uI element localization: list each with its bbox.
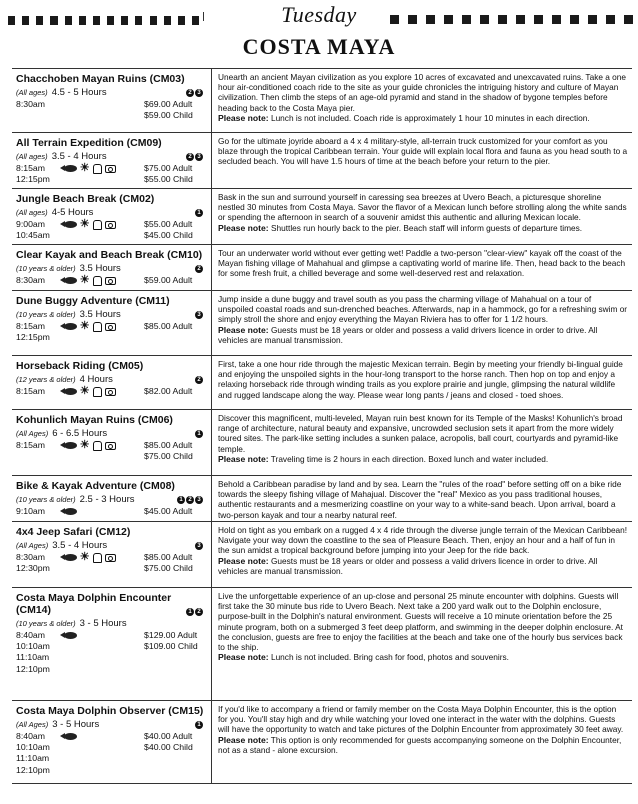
tour-icons	[64, 386, 140, 397]
activity-level	[195, 311, 203, 319]
price: $75.00 Child	[144, 451, 193, 462]
tour-list	[12, 68, 632, 784]
departure-time: 10:45am	[16, 230, 50, 241]
tour-title: Bike & Kayak Adventure (CM08)	[16, 480, 175, 492]
tour-description-block	[212, 588, 632, 700]
fish-icon	[64, 733, 77, 740]
departure-time: 12:15pm	[16, 332, 50, 343]
tour-age: (All ages)	[16, 152, 48, 161]
tour-times	[16, 219, 64, 241]
tour-note	[218, 735, 628, 755]
activity-level-badge: 2	[195, 265, 203, 273]
tour-duration: 3.5 - 4 Hours	[52, 540, 108, 551]
tour-description: Discover this magnificent, multi-leveled, Mayan ruin best known for its Temple of the Masks! Kohunlich's broad range of architecture, natural beauty and expansive, uncrowded seclusion sets it apart from the more widely toured sites. The park-like setting includes a sunken palace, acropolis, ball court, courtyards and pyramid-like temple.	[218, 413, 623, 454]
day-title: Tuesday	[281, 2, 357, 27]
tour-meta	[16, 87, 207, 98]
tour-note	[218, 325, 628, 345]
tour-prices	[140, 321, 207, 343]
tour-row	[12, 188, 632, 244]
price: $75.00 Child	[144, 563, 193, 574]
activity-level-badge: 2	[195, 376, 203, 384]
tour-description-block	[212, 69, 632, 132]
price: $55.00 Adult	[144, 219, 193, 229]
fish-icon	[64, 221, 77, 228]
tour-times	[16, 163, 64, 185]
tour-prices	[140, 219, 207, 241]
tour-prices	[140, 163, 207, 185]
activity-level-badge: 2	[186, 89, 194, 97]
departure-time: 12:10pm	[16, 663, 50, 674]
note-text: Traveling time is 2 hours in each direction. Boxed lunch and water included.	[270, 453, 549, 464]
tour-description: Bask in the sun and surround yourself in caressing sea breezes at Uvero Beach, a picturesque shoreline nestled 30 minutes from Costa Maya. Savor the flavor of a Mexican lunch before strolling along the white sands or spending the afternoon in search of a souvenir amidst this authentic and alluring Mexican locale.	[218, 192, 627, 223]
tour-icons	[64, 99, 140, 121]
note-text: Lunch is not included. Coach ride is approximately 1 hour 10 minutes in each direction.	[270, 112, 590, 123]
tour-prices	[140, 99, 207, 121]
tour-description: Jump inside a dune buggy and travel south as you pass the charming village of Mahahual on a tour of unspoiled coastal roads and sun-drenched beaches. Afterwards, nap in a hammock, go for a refreshing swim or simply stroll the shore and enjoy everything the Mayan Riviera has to offer for 1 1/2 hours.	[218, 294, 628, 325]
price: $69.00 Adult	[144, 99, 193, 109]
activity-level	[195, 265, 203, 273]
bag-icon	[93, 220, 102, 230]
tour-title: Dune Buggy Adventure (CM11)	[16, 295, 170, 307]
tour-title: Jungle Beach Break (CM02)	[16, 193, 155, 205]
tour-times	[16, 731, 64, 776]
note-label: Please note:	[218, 324, 269, 335]
tour-info	[12, 133, 212, 188]
departure-time: 8:30am	[16, 552, 45, 562]
note-label: Please note:	[218, 555, 269, 566]
note-label: Please note:	[218, 734, 269, 745]
tour-note	[218, 454, 628, 464]
activity-level	[195, 542, 203, 550]
tour-description: First, take a one hour ride through the majestic Mexican terrain. Begin by meeting your friendly bi-lingual guide and enjoying the unspoiled sights in the hour-long transport to the horse ranch. Then hop on top and enjoy a relaxing horseback ride through winding trails as you explore prairie and jungle, glimpsing the natural wildlife and rugged landscape along the way. Please wear long pants / jeans and closed - toed shoes.	[218, 359, 623, 400]
tour-age: (10 years & older)	[16, 619, 76, 628]
tour-times	[16, 386, 64, 397]
tour-description-block	[212, 522, 632, 587]
fish-icon	[64, 277, 77, 284]
tour-times	[16, 99, 64, 121]
camera-icon	[105, 442, 116, 450]
fish-icon	[64, 632, 77, 639]
fish-icon	[64, 165, 77, 172]
tour-age: (10 years & older)	[16, 310, 76, 319]
activity-level-badge: 3	[195, 542, 203, 550]
activity-level-badge: 3	[195, 153, 203, 161]
tour-prices	[140, 552, 207, 574]
tour-note	[218, 652, 628, 662]
tour-icons	[64, 275, 140, 286]
sun-icon: ☀	[79, 439, 90, 451]
bag-icon	[93, 164, 102, 174]
price: $75.00 Adult	[144, 163, 193, 173]
fish-icon	[64, 323, 77, 330]
price: $85.00 Adult	[144, 440, 193, 450]
camera-icon	[105, 165, 116, 173]
tour-age: (10 years & older)	[16, 264, 76, 273]
price: $45.00 Adult	[144, 506, 193, 516]
tour-meta	[16, 374, 207, 385]
tour-icons	[64, 731, 140, 776]
tour-title: Costa Maya Dolphin Encounter (CM14)	[16, 592, 172, 616]
tour-title: Horseback Riding (CM05)	[16, 360, 144, 372]
camera-icon	[105, 388, 116, 396]
departure-time: 8:40am	[16, 731, 45, 741]
activity-level	[186, 608, 203, 616]
departure-time: 10:10am	[16, 641, 50, 652]
fish-icon	[64, 554, 77, 561]
tour-description-block	[212, 133, 632, 188]
tour-duration: 4 Hours	[79, 374, 113, 385]
tour-row	[12, 409, 632, 475]
tour-prices	[140, 386, 207, 397]
port-title: COSTA MAYA	[242, 34, 396, 59]
tour-icons	[64, 163, 140, 185]
tour-duration: 6 - 6.5 Hours	[52, 428, 108, 439]
tour-row	[12, 475, 632, 521]
camera-icon	[105, 323, 116, 331]
departure-time: 12:30pm	[16, 563, 50, 574]
activity-level-badge: 2	[186, 496, 194, 504]
tour-meta	[16, 719, 207, 730]
tour-icons	[64, 219, 140, 241]
departure-time: 8:30am	[16, 275, 45, 285]
price: $45.00 Child	[144, 230, 193, 241]
bag-icon	[93, 441, 102, 451]
departure-time: 8:15am	[16, 163, 45, 173]
departure-time: 9:00am	[16, 219, 45, 229]
tour-info	[12, 291, 212, 355]
note-label: Please note:	[218, 222, 269, 233]
tour-age: (All Ages)	[16, 541, 49, 550]
tour-age: (All Ages)	[16, 720, 49, 729]
departure-time: 12:15pm	[16, 174, 50, 185]
activity-level-badge: 3	[195, 496, 203, 504]
departure-time: 9:10am	[16, 506, 45, 516]
tour-row	[12, 68, 632, 132]
sun-icon: ☀	[79, 218, 90, 230]
tour-meta	[16, 151, 207, 162]
tour-times	[16, 552, 64, 574]
tour-age: (10 years & older)	[16, 495, 76, 504]
activity-level-badge: 1	[195, 430, 203, 438]
sun-icon: ☀	[79, 162, 90, 174]
tour-duration: 3.5 - 4 Hours	[51, 151, 107, 162]
tour-times	[16, 630, 64, 675]
tour-description: Behold a Caribbean paradise by land and by sea. Learn the "rules of the road" before setting off on a bike ride towards the sleepy fishing village of Mahajual. Discover the "real" Mexico as you pass traditional houses, authentic restaurants and a mesmerizing coastline on your way to a white-sand beach. Upon arrival, board a two-person kayak and tour a nearby natural reef.	[218, 479, 622, 520]
tour-info	[12, 476, 212, 521]
tour-description: Go for the ultimate joyride aboard a 4 x 4 military-style, all-terrain truck customized for your comfort as you blaze through the tropical Caribbean terrain. Your guide will explain local flora and fauna as you head south to a secluded beach. You will have 1.5 hours of time at the beach before your return to the pier.	[218, 136, 628, 167]
tour-duration: 3.5 Hours	[79, 263, 121, 274]
tour-prices	[140, 440, 207, 462]
tour-prices	[140, 275, 207, 286]
tour-note	[218, 113, 628, 123]
tour-title: Clear Kayak and Beach Break (CM10)	[16, 249, 203, 261]
activity-level	[177, 496, 203, 504]
camera-icon	[105, 277, 116, 285]
departure-time: 11:10am	[16, 652, 50, 663]
price: $59.00 Adult	[144, 275, 193, 285]
tour-row	[12, 132, 632, 188]
bag-icon	[93, 276, 102, 286]
activity-level-badge: 1	[186, 608, 194, 616]
tour-title: 4x4 Jeep Safari (CM12)	[16, 526, 131, 538]
price: $40.00 Adult	[144, 731, 193, 741]
tour-meta	[16, 540, 207, 551]
tour-duration: 2.5 - 3 Hours	[79, 494, 135, 505]
tour-duration: 3.5 Hours	[79, 309, 121, 320]
tour-title: All Terrain Expedition (CM09)	[16, 137, 162, 149]
activity-level-badge: 1	[195, 209, 203, 217]
tour-times	[16, 440, 64, 462]
tour-times	[16, 321, 64, 343]
activity-level	[195, 209, 203, 217]
tour-age: (All ages)	[16, 208, 48, 217]
activity-level-badge: 2	[186, 153, 194, 161]
price: $82.00 Adult	[144, 386, 193, 396]
tour-meta	[16, 309, 207, 320]
price: $129.00 Adult	[144, 630, 198, 640]
price: $55.00 Child	[144, 174, 193, 185]
tour-age: (All Ages)	[16, 429, 49, 438]
tour-row	[12, 521, 632, 587]
price: $109.00 Child	[144, 641, 198, 652]
fish-icon	[64, 442, 77, 449]
fish-icon	[64, 508, 77, 515]
tour-info	[12, 245, 212, 290]
tour-row	[12, 700, 632, 784]
departure-time: 12:10pm	[16, 764, 50, 775]
activity-level-badge: 3	[195, 89, 203, 97]
tour-title: Chacchoben Mayan Ruins (CM03)	[16, 73, 185, 85]
tour-age: (12 years & older)	[16, 375, 76, 384]
tour-note	[218, 223, 628, 233]
tour-info	[12, 588, 212, 700]
bag-icon	[93, 553, 102, 563]
departure-time: 10:10am	[16, 742, 50, 753]
tour-title: Costa Maya Dolphin Observer (CM15)	[16, 705, 204, 717]
tour-note	[218, 556, 628, 576]
tour-description: Hold on tight as you embark on a rugged 4 x 4 ride through the diverse jungle terrain of the Mexican Caribbean! Navigate your way down the coastline to the sea of Pleasure Beach. Then, enjoy an hour and a half of fun in the sun amidst a tropical background before jumping into your Jeep for the ride back.	[218, 525, 628, 556]
tour-info	[12, 69, 212, 132]
price: $59.00 Child	[144, 110, 193, 121]
tour-description-block	[212, 476, 632, 521]
tour-prices	[140, 506, 207, 517]
tour-info	[12, 189, 212, 244]
departure-time: 8:15am	[16, 321, 45, 331]
tour-age: (All ages)	[16, 88, 48, 97]
note-text: This option is only recommended for guests accompanying someone on the Dolphin Encounter, not as a stand - alone excursion.	[218, 734, 622, 755]
tour-times	[16, 506, 64, 517]
tour-icons	[64, 506, 140, 517]
departure-time: 8:30am	[16, 99, 45, 109]
note-label: Please note:	[218, 652, 269, 663]
tour-description-block	[212, 356, 632, 409]
tour-description-block	[212, 701, 632, 783]
tour-times	[16, 275, 64, 286]
note-text: Guests must be 18 years or older and possess a valid drivers licence in order to drive. All vehicles are manual transmission.	[218, 324, 598, 345]
tour-meta	[16, 263, 207, 274]
departure-time: 8:15am	[16, 440, 45, 450]
tour-info	[12, 522, 212, 587]
tour-title: Kohunlich Mayan Ruins (CM06)	[16, 414, 173, 426]
tour-icons	[64, 440, 140, 462]
bag-icon	[93, 387, 102, 397]
tour-duration: 4.5 - 5 Hours	[51, 87, 107, 98]
tour-row	[12, 587, 632, 700]
departure-time: 11:10am	[16, 753, 50, 764]
activity-level	[195, 376, 203, 384]
tour-info	[12, 701, 212, 783]
tour-duration: 3 - 5 Hours	[79, 618, 127, 629]
tour-prices	[140, 731, 207, 776]
tour-icons	[64, 321, 140, 343]
tour-duration: 3 - 5 Hours	[52, 719, 100, 730]
tour-prices	[140, 630, 207, 675]
activity-level	[195, 721, 203, 729]
tour-duration: 4-5 Hours	[51, 207, 94, 218]
tour-description: Live the unforgettable experience of an up-close and personal 25 minute encounter with dolphins. Guests will first take the 30 minute bus ride to Uvero Beach. Next take a 200 yard walk out to the Dolphin enclosure, purpose-built in the Dolphin's natural environment. Guests will receive a 10 minute orientation before the 25 minute program, both on a submerged 3 feet deep platform, and swimming in the deeper dolphin enclosure. At the conclusion, guests are free to enjoy the facilities at the beach and take one of the hourly bus services back to the ship.	[218, 591, 623, 653]
price: $40.00 Child	[144, 742, 193, 753]
activity-level	[186, 153, 203, 161]
activity-level-badge: 1	[195, 721, 203, 729]
tour-description-block	[212, 189, 632, 244]
tour-info	[12, 410, 212, 475]
tour-icons	[64, 630, 140, 675]
price: $85.00 Adult	[144, 321, 193, 331]
camera-icon	[105, 554, 116, 562]
tour-description: Tour an underwater world without ever getting wet! Paddle a two-person "clear-view" kayak off the coast of the Mayan fishing village of Mahahual and glimpse a captivating world of marine life. Then, head back to the beach for some fresh fruit, a chilled beverage and some well-deserved rest and relaxation.	[218, 248, 626, 279]
note-text: Shuttles run hourly back to the pier. Beach staff will inform guests of departure times.	[270, 222, 583, 233]
tour-description: Unearth an ancient Mayan civilization as you explore 10 acres of excavated and unexcavated ruins. Take a one hour air-conditioned coach ride to the site as your guide chronicles the intriguing history and culture of Mayan civilization. Then climb the steps of an age-old pyramid and stand in the shadow of bygone temples before heading back to the Costa Maya pier.	[218, 72, 627, 113]
note-text: Lunch is not included. Bring cash for food, photos and souvenirs.	[270, 652, 509, 663]
sun-icon: ☀	[79, 274, 90, 286]
tour-description-block	[212, 245, 632, 290]
sun-icon: ☀	[79, 551, 90, 563]
price: $85.00 Adult	[144, 552, 193, 562]
tour-row	[12, 355, 632, 409]
activity-level	[195, 430, 203, 438]
fish-icon	[64, 388, 77, 395]
departure-time: 8:40am	[16, 630, 45, 640]
tour-description-block	[212, 410, 632, 475]
note-label: Please note:	[218, 453, 269, 464]
activity-level-badge: 2	[195, 608, 203, 616]
tour-description-block	[212, 291, 632, 355]
tour-row	[12, 244, 632, 290]
activity-level	[186, 89, 203, 97]
activity-level-badge: 3	[195, 311, 203, 319]
tour-description: If you'd like to accompany a friend or family member on the Costa Maya Dolphin Encounter, this is the option for you. You'll stay high and dry while watching your loved one interact in the water with the dolphins. Guests will have the opportunity to watch and take pictures of the Dolphin Encounter from approximately 30 feet away.	[218, 704, 624, 735]
tour-icons	[64, 552, 140, 574]
tour-meta	[16, 207, 207, 218]
activity-level-badge: 1	[177, 496, 185, 504]
note-text: Guests must be 18 years or older and possess a valid drivers licence in order to drive. All vehicles are manual transmission.	[218, 555, 598, 576]
bag-icon	[93, 322, 102, 332]
page-header	[0, 0, 638, 64]
sun-icon: ☀	[79, 385, 90, 397]
tour-meta	[16, 618, 207, 629]
tour-row	[12, 290, 632, 355]
departure-time: 8:15am	[16, 386, 45, 396]
sun-icon: ☀	[79, 320, 90, 332]
camera-icon	[105, 221, 116, 229]
tour-meta	[16, 428, 207, 439]
note-label: Please note:	[218, 112, 269, 123]
tour-info	[12, 356, 212, 409]
